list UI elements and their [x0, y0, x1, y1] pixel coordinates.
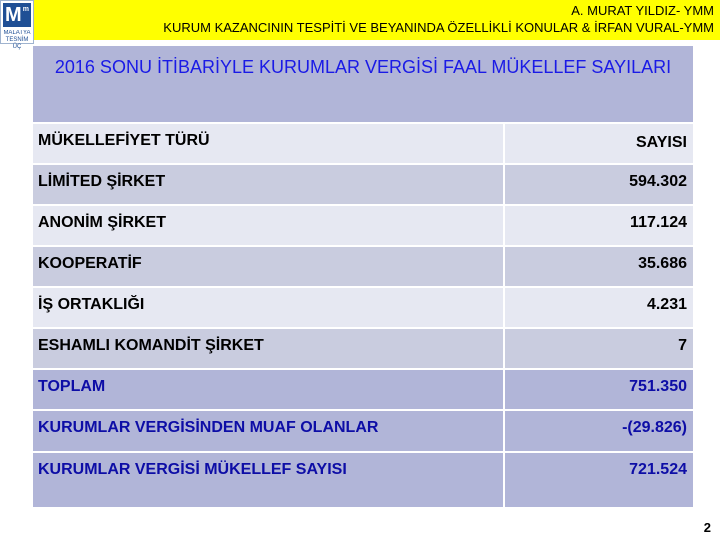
- table-row: [33, 288, 693, 329]
- summary-value: 751.350: [505, 370, 693, 409]
- logo-mark: M $^m$: [3, 3, 31, 27]
- column-header-count: SAYISI: [505, 124, 693, 163]
- page-number: 2: [703, 520, 711, 535]
- row-label: KOOPERATİF: [33, 247, 503, 286]
- summary-row-taxpayers: [33, 453, 693, 509]
- row-label: LİMİTED ŞİRKET: [33, 165, 503, 204]
- summary-value: 721.524: [505, 453, 693, 507]
- table-row: [33, 247, 693, 288]
- table-header-row: [33, 124, 693, 165]
- row-label: ANONİM ŞİRKET: [33, 206, 503, 245]
- summary-value: -(29.826): [505, 411, 693, 451]
- author-line: A. MURAT YILDIZ- YMM: [571, 3, 714, 18]
- row-value: 35.686: [505, 247, 693, 286]
- logo-text: MALATYA TESNİM ÜÇ: [3, 30, 31, 50]
- summary-row-exempt: [33, 411, 693, 453]
- row-value: 7: [505, 329, 693, 368]
- taxpayer-table: [33, 124, 693, 509]
- row-value: 594.302: [505, 165, 693, 204]
- column-header-type: MÜKELLEFİYET TÜRÜ: [33, 124, 503, 163]
- table-row: [33, 329, 693, 370]
- summary-label: TOPLAM: [33, 370, 503, 409]
- table-row: [33, 165, 693, 206]
- row-label: ESHAMLI KOMANDİT ŞİRKET: [33, 329, 503, 368]
- row-value: 4.231: [505, 288, 693, 327]
- row-label: İŞ ORTAKLIĞI: [33, 288, 503, 327]
- presentation-subtitle: KURUM KAZANCININ TESPİTİ VE BEYANINDA ÖZELLİKLİ KONULAR & İRFAN VURAL-YMM: [163, 20, 714, 35]
- company-logo: [0, 0, 34, 50]
- summary-row-total: [33, 370, 693, 411]
- summary-label: KURUMLAR VERGİSİ MÜKELLEF SAYISI: [33, 453, 503, 507]
- row-value: 117.124: [505, 206, 693, 245]
- slide-title-block: [33, 46, 693, 122]
- table-row: [33, 206, 693, 247]
- summary-label: KURUMLAR VERGİSİNDEN MUAF OLANLAR: [33, 411, 503, 451]
- slide-title: 2016 SONU İTİBARİYLE KURUMLAR VERGİSİ FAAL MÜKELLEF SAYILARI: [54, 57, 672, 77]
